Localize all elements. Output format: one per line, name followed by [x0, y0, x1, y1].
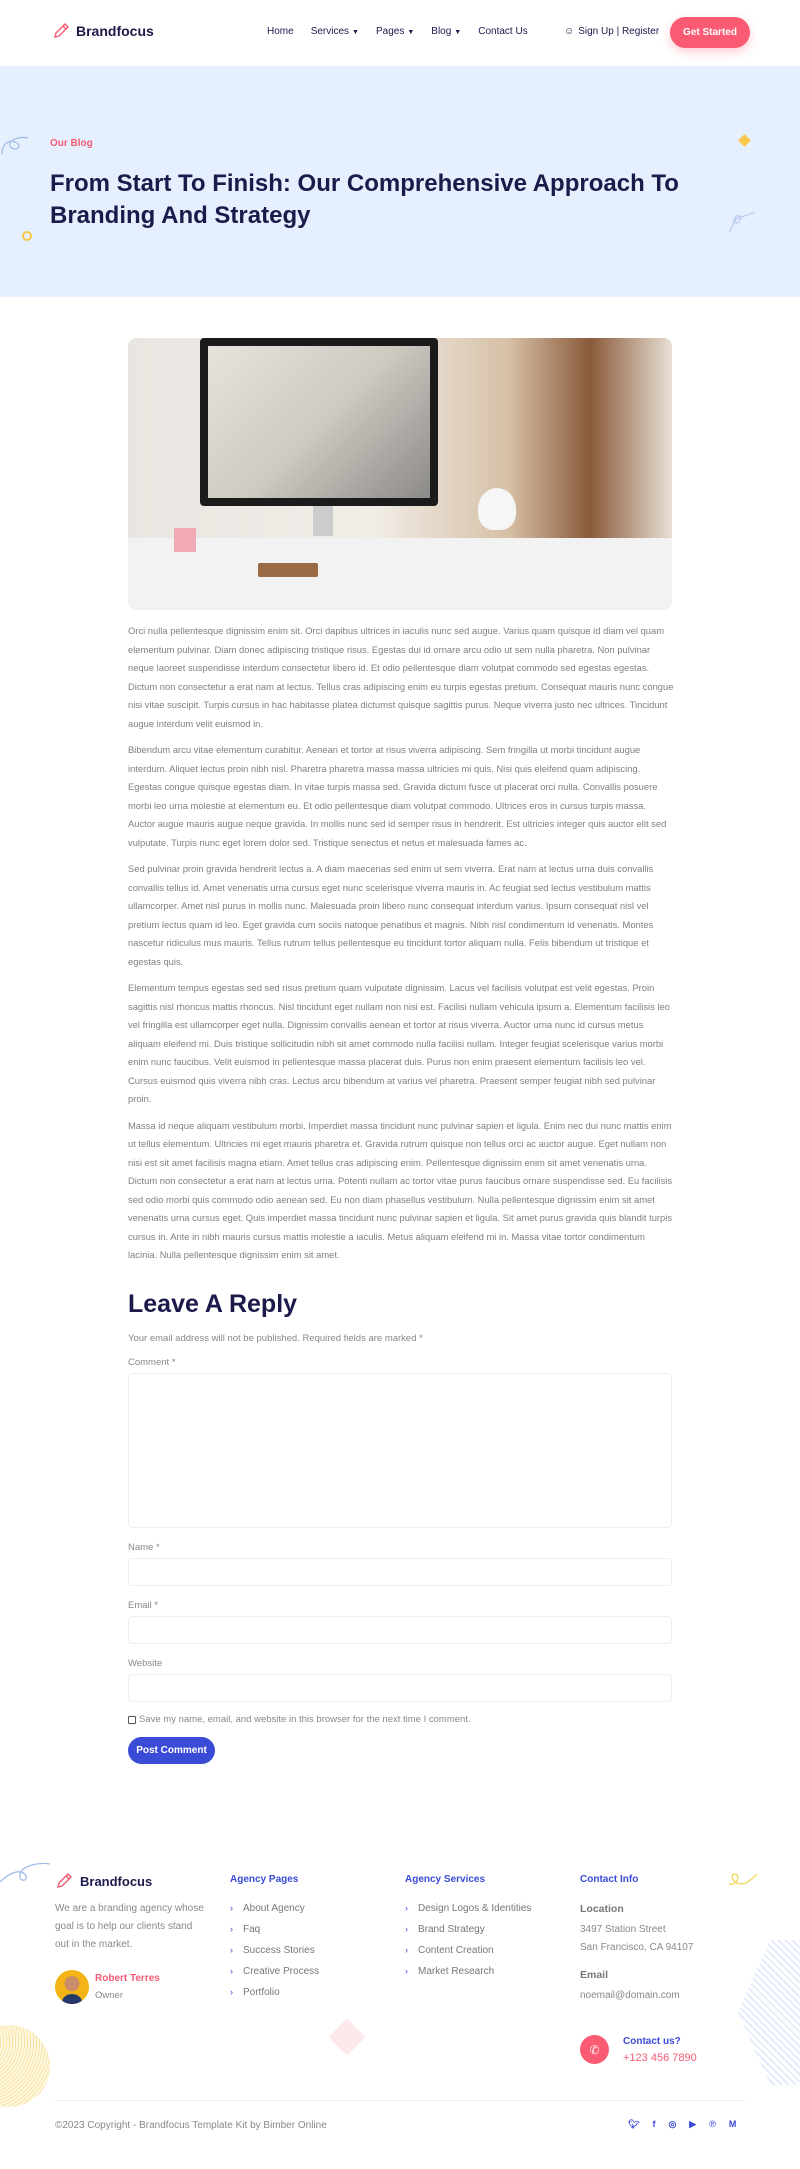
footer-brand-name: Brandfocus [80, 1873, 153, 1889]
pinterest-icon[interactable]: ℗ [709, 2119, 716, 2129]
diamond-icon [738, 134, 751, 147]
website-label: Website [128, 1658, 163, 1669]
main-nav [267, 26, 528, 37]
pages-heading: Agency Pages [230, 1874, 299, 1885]
dribbble-icon[interactable]: ◎ [668, 2119, 677, 2129]
post-comment-button[interactable]: Post Comment [128, 1737, 215, 1764]
nav-contact-us[interactable] [478, 26, 527, 37]
user-icon: ☺ [564, 26, 575, 37]
medium-icon[interactable]: M [728, 2119, 737, 2129]
site-header [0, 0, 800, 66]
article-paragraph: Sed pulvinar proin gravida hendrerit lectus a. A diam maecenas sed enim ut sem viverra. Erat nam at lectus urna duis convallis convallis tellus id. Amet venenatis urna cursus eget nunc scelerisque viverra mauris in. Ac feugiat sed lectus vestibulum mattis ullamcorper. Amet nisl purus in mollis nunc. Malesuada proin libero nunc consequat interdum varius. Ipsum consequat nisl vel pretium lectus quam id leo. Eget gravida cum sociis natoque penatibus et magnis. Nibh nisl condimentum id venenatis. Montes nascetur ridiculus mus mauris. Tellus rutrum tellus pellentesque eu tincidunt tortor aliquam nulla. Felis bibendum ut tristique et egestas quis. [128, 863, 654, 967]
sign-in-link[interactable] [564, 26, 659, 37]
chevron-right-icon: › [230, 1924, 233, 1934]
brand-name: Brandfocus [76, 23, 154, 39]
footer-pages [230, 1874, 319, 2008]
monitor-illustration [200, 338, 438, 506]
twitter-icon[interactable]: 🐦︎ [628, 2119, 640, 2129]
footer-link-label: Market Research [418, 1966, 495, 1977]
chevron-right-icon: › [230, 1903, 233, 1913]
website-input[interactable] [128, 1674, 672, 1702]
comment-label: Comment * [128, 1357, 176, 1368]
footer-link-label: Faq [243, 1924, 261, 1935]
ring-icon [22, 231, 32, 241]
footer-link[interactable] [405, 1924, 531, 1935]
caret-down-icon: ▼ [407, 29, 415, 36]
chevron-right-icon: › [230, 1966, 233, 1976]
caret-down-icon: ▼ [454, 29, 462, 36]
chevron-right-icon: › [405, 1945, 408, 1955]
contact-question: Contact us? [623, 2035, 681, 2047]
article-paragraph: Bibendum arcu vitae elementum curabitur. Aenean et tortor at risus viverra adipiscing. Sem fringilla ut morbi tincidunt augue interdum. Aliquet lectus proin nibh nisl. Pharetra pharetra massa massa ultricies mi quis. Nisi quis eleifend quam adipiscing. Egestas congue quisque egestas diam. In vitae turpis massa sed. Gravida dictum fusce ut placerat orci nulla. Convallis posuere morbi leo urna molestie at elementum eu. Et odio pellentesque diam volutpat commodo. Ultrices eros in cursus turpis massa. Auctor augue mauris augue neque gravida. In mollis nunc sed id semper risus in hendrerit. Est ultricies integer quis auctor elit sed vulputate. Turpis nunc eget lorem dolor sed. Tristique senectus et netus et malesuada fames ac. [128, 744, 667, 848]
address-line2: San Francisco, CA 94107 [580, 1942, 694, 1953]
services-heading: Agency Services [405, 1874, 486, 1885]
location-label: Location [580, 1903, 624, 1915]
nav-label: Services [310, 26, 350, 37]
sign-in-label: Sign Up | Register [578, 26, 660, 37]
footer-link[interactable] [405, 1966, 531, 1977]
footer-link[interactable] [405, 1903, 531, 1914]
footer-link-label: Design Logos & Identities [418, 1903, 532, 1914]
phone-number[interactable]: +123 456 7890 [623, 2051, 697, 2064]
comment-form [128, 1290, 672, 1764]
copyright: ©2023 Copyright - Brandfocus Template Kit by Bimber Online [55, 2120, 327, 2131]
nav-label: Pages [375, 26, 405, 37]
avatar [55, 1970, 89, 2004]
footer-link-label: Success Stories [243, 1945, 315, 1956]
footer-link[interactable] [405, 1945, 531, 1956]
footer-link[interactable] [230, 1945, 319, 1956]
site-footer [0, 1860, 800, 2169]
footer-link[interactable] [230, 1987, 319, 1998]
nav-pages[interactable] [376, 26, 414, 37]
page-hero [0, 66, 800, 297]
contact-heading: Contact Info [580, 1874, 639, 1885]
chevron-right-icon: › [230, 1987, 233, 1997]
article-paragraph: Massa id neque aliquam vestibulum morbi. Imperdiet massa tincidunt nunc pulvinar sapien et ligula. Enim nec dui nunc mattis enim ut tellus elementum. Ultricies mi eget mauris pharetra et. Gravida rutrum quisque non tellus orci ac auctor augue. Eget nullam non nisi est sit amet facilisis magna etiam. Amet tellus cras adipiscing enim. Pellentesque dignissim enim sit amet venenatis urna. Dictum non consectetur a erat nam at lectus urna. Potenti nullam ac tortor vitae purus faucibus ornare suspendisse sed. Eu facilisis sed odio morbi quis commodo odio aenean sed. Eu non diam phasellus vestibulum. Nulla pellentesque dignissim enim sit amet venenatis urna cursus eget. Quis imperdiet massa tincidunt nunc pulvinar sapien et ligula. Sit amet purus gravida quis blandit turpis cursus in. Ante in nibh mauris cursus mattis molestie a iaculis. Metus aliquam eleifend mi in. Massa vitae tortor condimentum lacinia. Nulla pellentesque dignissim enim sit amet. [128, 1119, 673, 1260]
article-paragraph: Orci nulla pellentesque dignissim enim sit. Orci dapibus ultrices in iaculis nunc sed augue. Varius quam quisque id diam vel quam elementum pulvinar. Diam donec adipiscing tristique risus. Egestas dui id ornare arcu odio ut sem nulla pharetra. Non pulvinar neque laoreet suspendisse interdum consectetur libero id. Et odio pellentesque diam volutpat commodo sed egestas egestas. Dictum non consectetur a erat nam at lectus. Tellus cras adipiscing enim eu turpis egestas pretium. Consequat mauris nunc congue nisi vitae suscipit. Turpis cursus in hac habitasse platea dictumst quisque sagittis purus. Neque viverra justo nec ultrices. Tincidunt augue interdum velit euismod in. [128, 625, 674, 729]
owner-card [55, 1970, 205, 2004]
diamond-decoration [329, 2019, 366, 2056]
squiggle-icon [0, 134, 30, 158]
email-label: Email * [128, 1600, 159, 1611]
footer-link[interactable] [230, 1966, 319, 1977]
article-body [128, 622, 674, 1273]
dotted-circle-decoration [0, 2025, 50, 2107]
footer-divider [55, 2100, 745, 2101]
footer-about [55, 1872, 205, 2004]
footer-about-text: We are a branding agency whose goal is to help our clients stand out in the market. [55, 1903, 204, 1950]
featured-image [128, 338, 672, 610]
chevron-right-icon: › [405, 1924, 408, 1934]
required-note: Your email address will not be published. Required fields are marked * [128, 1333, 423, 1344]
squiggle-icon [0, 1860, 52, 1892]
chevron-right-icon: › [405, 1903, 408, 1913]
nav-blog[interactable] [431, 26, 461, 37]
owner-name: Robert Terres [95, 1973, 160, 1984]
social-links [628, 2119, 736, 2130]
reply-title: Leave A Reply [128, 1290, 298, 1318]
contact-email[interactable]: noemail@domain.com [580, 1990, 680, 2001]
email-label: Email [580, 1969, 609, 1981]
save-info-checkbox[interactable] [128, 1716, 136, 1724]
get-started-button[interactable]: Get Started [670, 17, 750, 48]
footer-link-label: Creative Process [243, 1966, 320, 1977]
owner-role: Owner [95, 1990, 123, 2001]
facebook-icon[interactable]: f [652, 2119, 656, 2129]
phone-icon: ✆ [580, 2035, 609, 2064]
footer-brand[interactable] [55, 1872, 205, 1890]
save-info-option [128, 1714, 672, 1725]
footer-link-label: Content Creation [418, 1945, 494, 1956]
footer-contact [580, 1874, 697, 2064]
footer-link[interactable] [230, 1903, 319, 1914]
caret-down-icon: ▼ [352, 29, 359, 36]
address-line1: 3497 Station Street [580, 1924, 666, 1935]
youtube-icon[interactable]: ▶ [689, 2119, 697, 2129]
name-input[interactable] [128, 1558, 672, 1586]
article-paragraph: Elementum tempus egestas sed sed risus pretium quam vulputate dignissim. Lacus vel facilisis volutpat est velit egestas. Proin sagittis nisl rhoncus mattis rhoncus. Nisl tincidunt eget nullam non nisi est. Facilisi nullam vehicula ipsum a. Elementum facilisis leo vel fringilla est ullamcorper eget nulla. Dignissim convallis aenean et tortor at risus viverra. Auctor urna nunc id cursus metus aliquam eleifend mi. Duis tristique sollicitudin nibh sit amet commodo nulla facilisi nullam. Integer feugiat scelerisque varius morbi enim nunc faucibus. Velit euismod in pellentesque massa placerat duis. Purus non enim praesent elementum facilisis leo vel. Cursus euismod quis viverra nibh cras. Lectus arcu bibendum at varius vel pharetra. Praesent semper feugiat nibh sed pulvinar proin. [128, 982, 670, 1104]
email-input[interactable] [128, 1616, 672, 1644]
hero-kicker: Our Blog [50, 138, 93, 149]
contact-call[interactable] [580, 2035, 697, 2064]
squiggle-icon [727, 1866, 759, 1890]
brand-logo[interactable] [52, 22, 154, 40]
pencil-icon [52, 22, 70, 40]
page-title: From Start To Finish: Our Comprehensive Approach To Branding And Strategy [50, 170, 679, 229]
footer-services [405, 1874, 531, 1987]
name-label: Name * [128, 1542, 160, 1553]
nav-services[interactable] [311, 26, 359, 37]
zigzag-hexagon-decoration [738, 1940, 800, 2085]
footer-link-label: Portfolio [243, 1987, 280, 1998]
save-info-label: Save my name, email, and website in this browser for the next time I comment. [139, 1714, 471, 1725]
footer-link[interactable] [230, 1924, 319, 1935]
pencil-icon [55, 1872, 73, 1890]
footer-link-label: Brand Strategy [418, 1924, 485, 1935]
comment-textarea[interactable] [128, 1373, 672, 1528]
chevron-right-icon: › [230, 1945, 233, 1955]
nav-home[interactable] [267, 26, 294, 37]
chevron-right-icon: › [405, 1966, 408, 1976]
footer-link-label: About Agency [243, 1903, 305, 1914]
nav-label: Home [267, 26, 294, 37]
nav-label: Contact Us [478, 26, 528, 37]
nav-label: Blog [431, 26, 452, 37]
